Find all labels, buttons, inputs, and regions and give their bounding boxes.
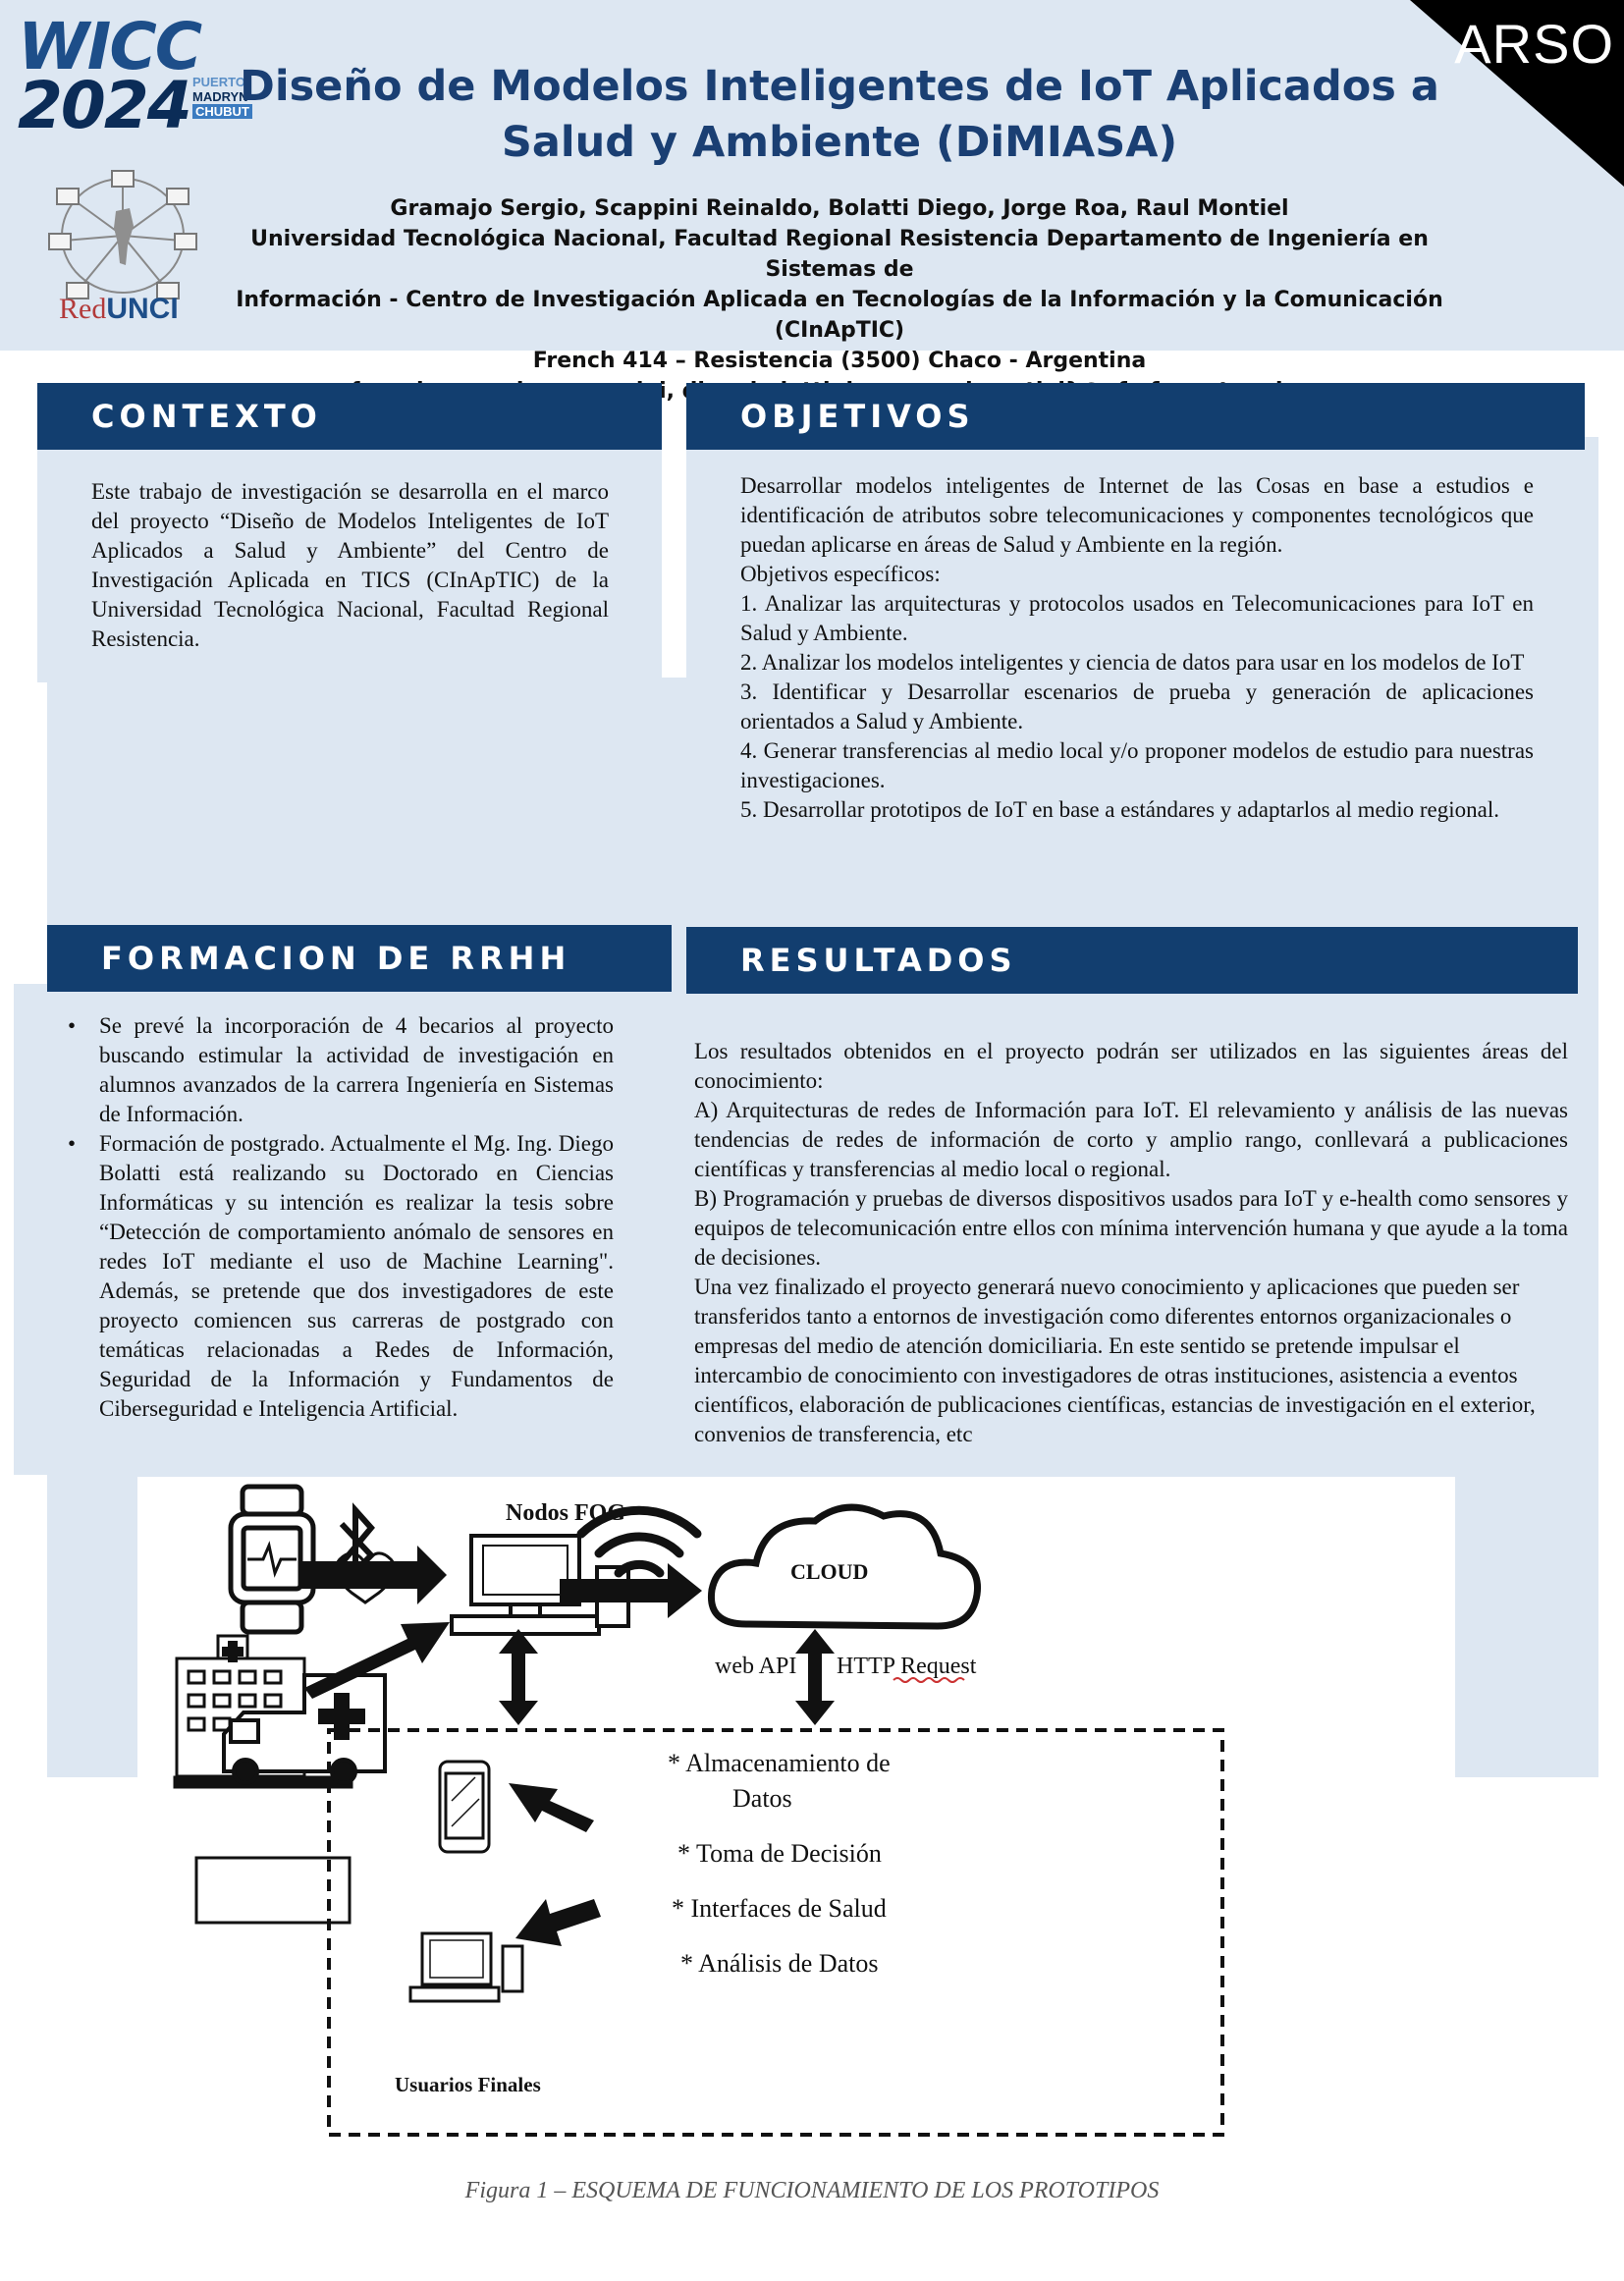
end-user-computer-icon [410, 1933, 522, 2001]
authors-block [226, 193, 1453, 407]
wifi-icon [581, 1510, 697, 1573]
contexto-body [91, 477, 609, 654]
arrow-to-phone [509, 1783, 594, 1832]
prototype-scheme-diagram [137, 1477, 1455, 2154]
formacion-item: • Se prevé la incorporación de 4 becarios al proyecto buscando estimular la actividad de investigación en alumnos avanzados de la carrera Ingeniería en Sistemas de Información. [99, 1011, 614, 1129]
affiliation-line-2: Información - Centro de Investigación Aplicada en Tecnologías de la Información y la Comunicación (CInApTIC) [236, 288, 1443, 343]
service-item: * Análisis de Datos [680, 1949, 879, 1978]
objetivos-specific-label: Objetivos específicos: [740, 562, 941, 586]
service-item: * Toma de Decisión [677, 1839, 882, 1868]
prototype-scheme-figure [137, 1477, 1455, 2154]
objetivo-item: 1. Analizar las arquitecturas y protocolos usados en Telecomunicaciones para IoT en Salud y Ambiente. [740, 591, 1534, 645]
arrow-fog-to-users [499, 1629, 538, 1725]
redunci-red: Red [59, 293, 107, 325]
resultados-heading: RESULTADOS [686, 927, 1578, 994]
page-title [236, 59, 1443, 171]
resultados-paragraph: Una vez finalizado el proyecto generará nuevo conocimiento y aplicaciones que pueden ser transferidos tanto a entornos de investigación como diferentes entornos organizacionales o empresas del medio de atención domiciliaria. En este sentido se pretende impulsar el intercambio de conocimiento con investigadores de otras instituciones, asistencia a eventos científicos, elaboración de publicaciones científicas, estancias de investigación en el exterior, convenios de transferencia, etc [694, 1275, 1536, 1446]
figure-caption: Figura 1 – ESQUEMA DE FUNCIONAMIENTO DE LOS PROTOTIPOS [464, 2178, 1160, 2203]
affiliation-line-1: Universidad Tecnológica Nacional, Facultad Regional Resistencia Departamento de Ingeniería en Sistemas de [250, 227, 1429, 282]
wicc-place-1: PUERTO [192, 75, 245, 89]
objetivo-item: 4. Generar transferencias al medio local y/o proponer modelos de estudio para nuestras investigaciones. [740, 738, 1534, 792]
service-item: Datos [732, 1784, 792, 1813]
contexto-paragraph: Este trabajo de investigación se desarrolla en el marco del proyecto “Diseño de Modelos Inteligentes de IoT Aplicados a Salud y Ambiente” del Centro de Investigación Aplicada en TICS (CInApTIC) de la Universidad Tecnológica Nacional, Facultad Regional Resistencia. [91, 479, 609, 651]
authors-names: Gramajo Sergio, Scappini Reinaldo, Bolatti Diego, Jorge Roa, Raul Montiel [390, 196, 1289, 221]
address-line: French 414 – Resistencia (3500) Chaco - Argentina [532, 349, 1147, 373]
redunci-logo-text [59, 293, 179, 326]
resultados-paragraph: Los resultados obtenidos en el proyecto podrán ser utilizados en las siguientes áreas del conocimiento: [694, 1039, 1568, 1093]
objetivo-item: 2. Analizar los modelos inteligentes y ciencia de datos para usar en los modelos de IoT [740, 650, 1525, 675]
wicc-place-3: CHUBUT [192, 104, 252, 119]
objetivos-heading: OBJETIVOS [686, 383, 1585, 450]
blank-box [196, 1858, 350, 1923]
arrow-cloud-to-users [795, 1629, 835, 1725]
contexto-heading: CONTEXTO [37, 383, 662, 450]
service-item: * Interfaces de Salud [672, 1894, 887, 1923]
http-request-label: HTTP Request [837, 1654, 977, 1679]
wicc-place-2: MADRYN [192, 89, 248, 104]
wicc-logo-year: 2024 [18, 68, 190, 143]
arrow-to-computer [515, 1899, 601, 1946]
objetivo-item: 5. Desarrollar prototipos de IoT en base a estándares y adaptarlos al medio regional. [740, 797, 1500, 822]
wicc-2024-logo [18, 9, 263, 143]
resultados-paragraph: A) Arquitecturas de redes de Información para IoT. El relevamiento y análisis de las nuevas tendencias de redes de información de corto y amplio rango, conllevará a publicaciones científicas y transferencias al medio local o regional. [694, 1098, 1568, 1181]
redunci-unci: UNCI [106, 293, 179, 325]
poster-header [0, 0, 1624, 373]
objetivo-item: 3. Identificar y Desarrollar escenarios de prueba y generación de aplicaciones orientados a Salud y Ambiente. [740, 679, 1534, 733]
objetivos-list [740, 589, 1534, 825]
formacion-list [99, 1011, 614, 1424]
formacion-item: • Formación de postgrado. Actualmente el Mg. Ing. Diego Bolatti está realizando su Doctorado en Ciencias Informáticas y su intención es realizar la tesis sobre “Detección de comportamiento anómalo de sensores en redes IoT mediante el uso de Machine Learning". Además, se pretende que dos investigadores de este proyecto comiencen sus carreras de postgrado con temáticas relacionadas a Redes de Información, Seguridad de la Información y Fundamentos de Ciberseguridad e Inteligencia Artificial. [99, 1129, 614, 1424]
nodos-fog-label: Nodos FOG [506, 1500, 626, 1526]
wicc-logo-word: WICC [18, 9, 201, 84]
resultados-paragraph: B) Programación y pruebas de diversos dispositivos usados para IoT y e-health como sensores y equipos de telecomunicación entre ellos con mínima intervención humana y que ayude a la toma de decisiones. [694, 1186, 1568, 1270]
cloud-label: CLOUD [790, 1559, 869, 1584]
formacion-heading: FORMACION DE RRHH [47, 925, 672, 992]
corner-label: ARSO [1454, 13, 1614, 75]
objetivos-intro: Desarrollar modelos inteligentes de Internet de las Cosas en base a estudios e identificación de atributos sobre telecomunicaciones y componentes tecnológicos que puedan aplicarse en áreas de Salud y Ambiente en la región. [740, 473, 1534, 557]
objetivos-body [740, 471, 1534, 825]
ambulance-icon [224, 1675, 385, 1783]
resultados-body [694, 1037, 1568, 1449]
smartphone-icon [440, 1762, 489, 1852]
service-item: * Almacenamiento de [668, 1749, 891, 1777]
title-line-1: Diseño de Modelos Inteligentes de IoT Aplicados a [240, 62, 1439, 111]
usuarios-finales-label: Usuarios Finales [395, 2073, 541, 2096]
web-api-label: web API [715, 1654, 797, 1679]
title-line-2: Salud y Ambiente (DiMIASA) [501, 118, 1178, 167]
